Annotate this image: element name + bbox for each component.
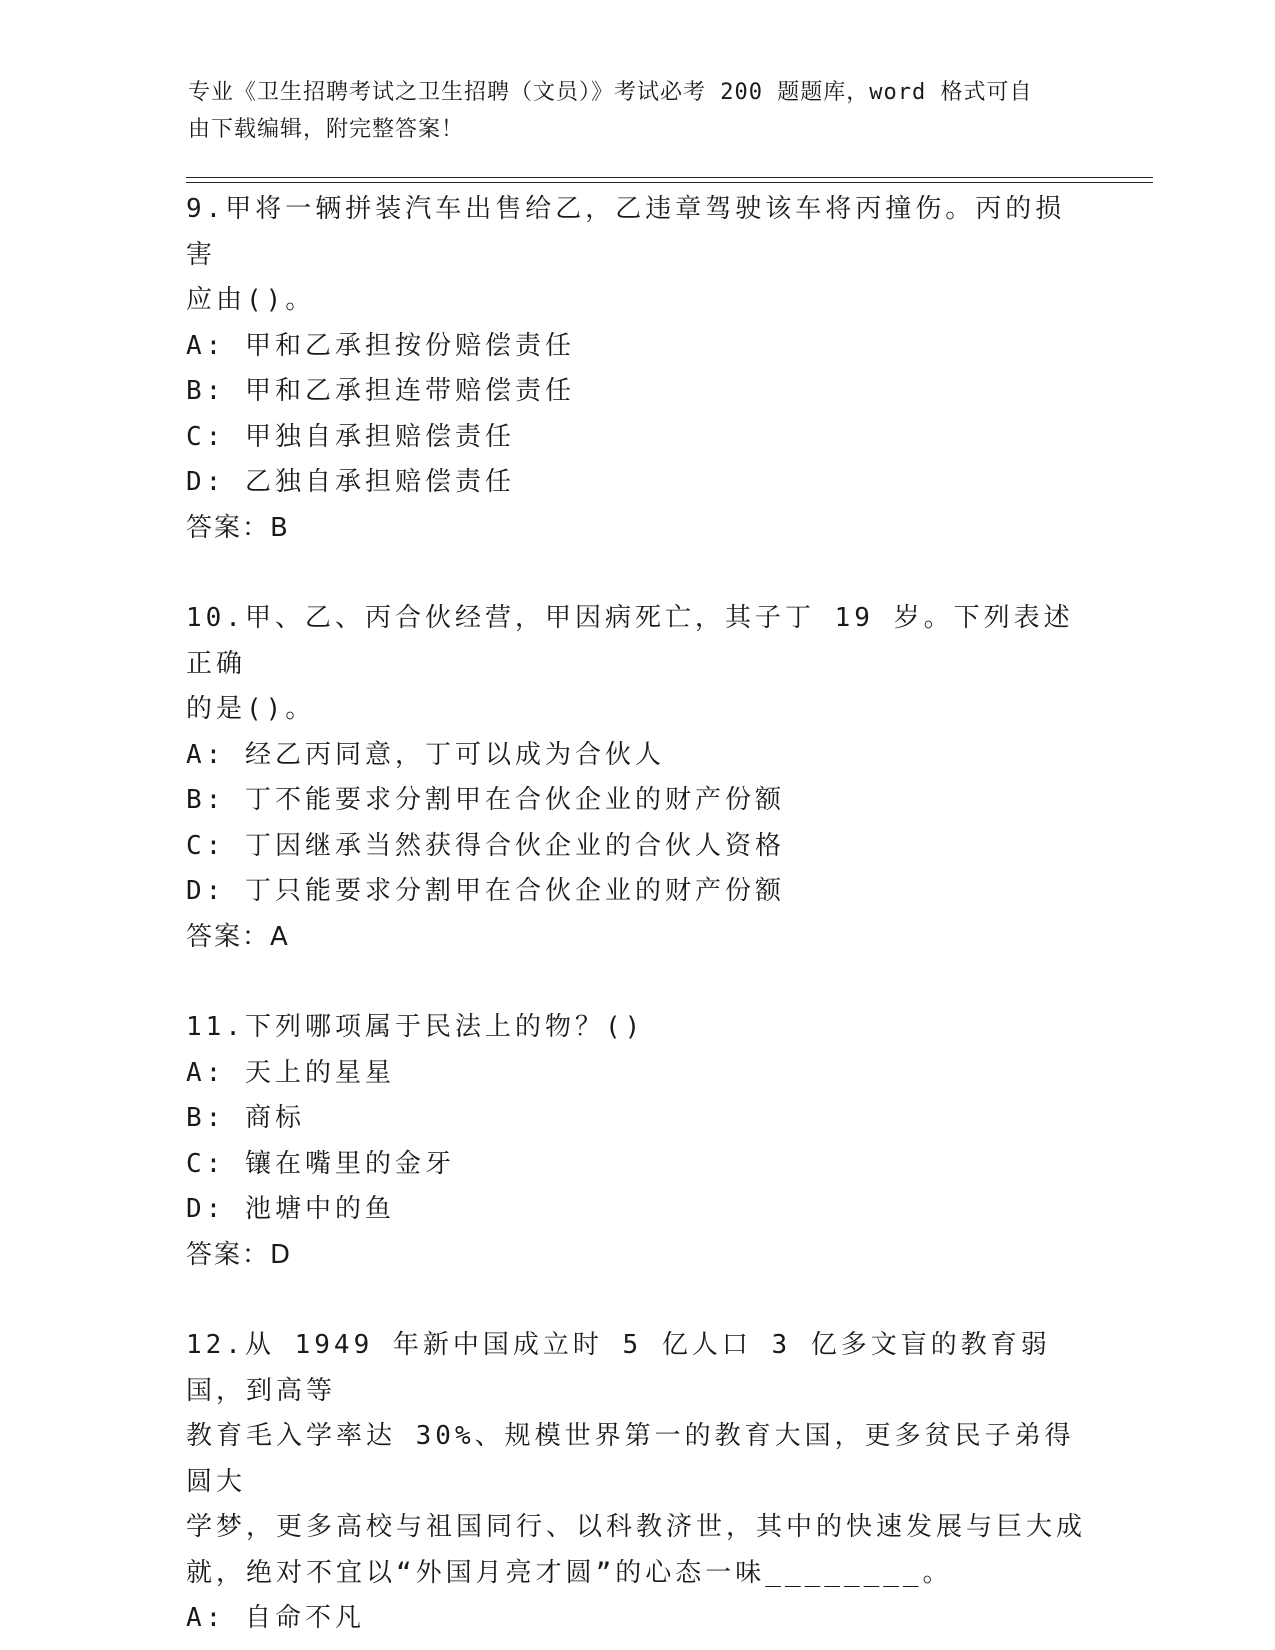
question-text-line: 12.从 1949 年新中国成立时 5 亿人口 3 亿多文盲的教育弱国，到高等 [186,1330,1051,1406]
option-a: A: 甲和乙承担按份赔偿责任 [186,330,575,361]
question-text-line: 9.甲将一辆拼装汽车出售给乙，乙违章驾驶该车将丙撞伤。丙的损害 [186,194,1066,270]
question-text-line: 11.下列哪项属于民法上的物？() [186,1012,645,1042]
question-text-line: 10.甲、乙、丙合伙经营，甲因病死亡，其子丁 19 岁。下列表述正确 [186,603,1074,679]
question-text-line: 应由()。 [186,285,316,315]
header-divider-bottom [186,182,1153,183]
option-d: D: 乙独自承担赔偿责任 [186,467,515,497]
question-text-line: 教育毛入学率达 30%、规模世界第一的教育大国，更多贫民子弟得圆大 [186,1421,1075,1497]
question-list [186,187,1086,1642]
question-spacer [186,960,1086,1005]
document-header [188,74,1068,148]
header-line-2: 由下载编辑，附完整答案！ [188,117,465,142]
question-text-line: 学梦，更多高校与祖国同行、以科教济世，其中的快速发展与巨大成 [186,1512,1087,1542]
option-c: C: 甲独自承担赔偿责任 [186,421,515,452]
question-12 [186,1323,1086,1642]
header-divider-top [186,177,1153,178]
option-b: B: 甲和乙承担连带赔偿责任 [186,376,575,406]
question-11 [186,1005,1086,1278]
option-d: D: 池塘中的鱼 [186,1194,395,1224]
option-c: C: 镶在嘴里的金牙 [186,1148,455,1179]
answer-label: 答案：A [186,921,290,952]
option-c: C: 丁因继承当然获得合伙企业的合伙人资格 [186,830,785,861]
question-text-line: 就，绝对不宜以“外国月亮才圆”的心态一味________。 [186,1557,953,1588]
answer-label: 答案：D [186,1239,293,1270]
option-b: B: 商标 [186,1103,305,1133]
question-10 [186,596,1086,960]
question-spacer [186,551,1086,596]
option-a: A: 自命不凡 [186,1603,365,1633]
option-d: D: 丁只能要求分割甲在合伙企业的财产份额 [186,876,785,906]
header-line-1: 专业《卫生招聘考试之卫生招聘（文员）》考试必考 200 题题库，word 格式可自 [188,80,1033,105]
option-a: A: 经乙丙同意，丁可以成为合伙人 [186,739,665,770]
option-b: B: 丁不能要求分割甲在合伙企业的财产份额 [186,785,785,815]
question-spacer [186,1278,1086,1323]
question-text-line: 的是()。 [186,694,316,724]
option-a: A: 天上的星星 [186,1057,395,1088]
answer-label: 答案：B [186,512,290,543]
question-9 [186,187,1086,551]
